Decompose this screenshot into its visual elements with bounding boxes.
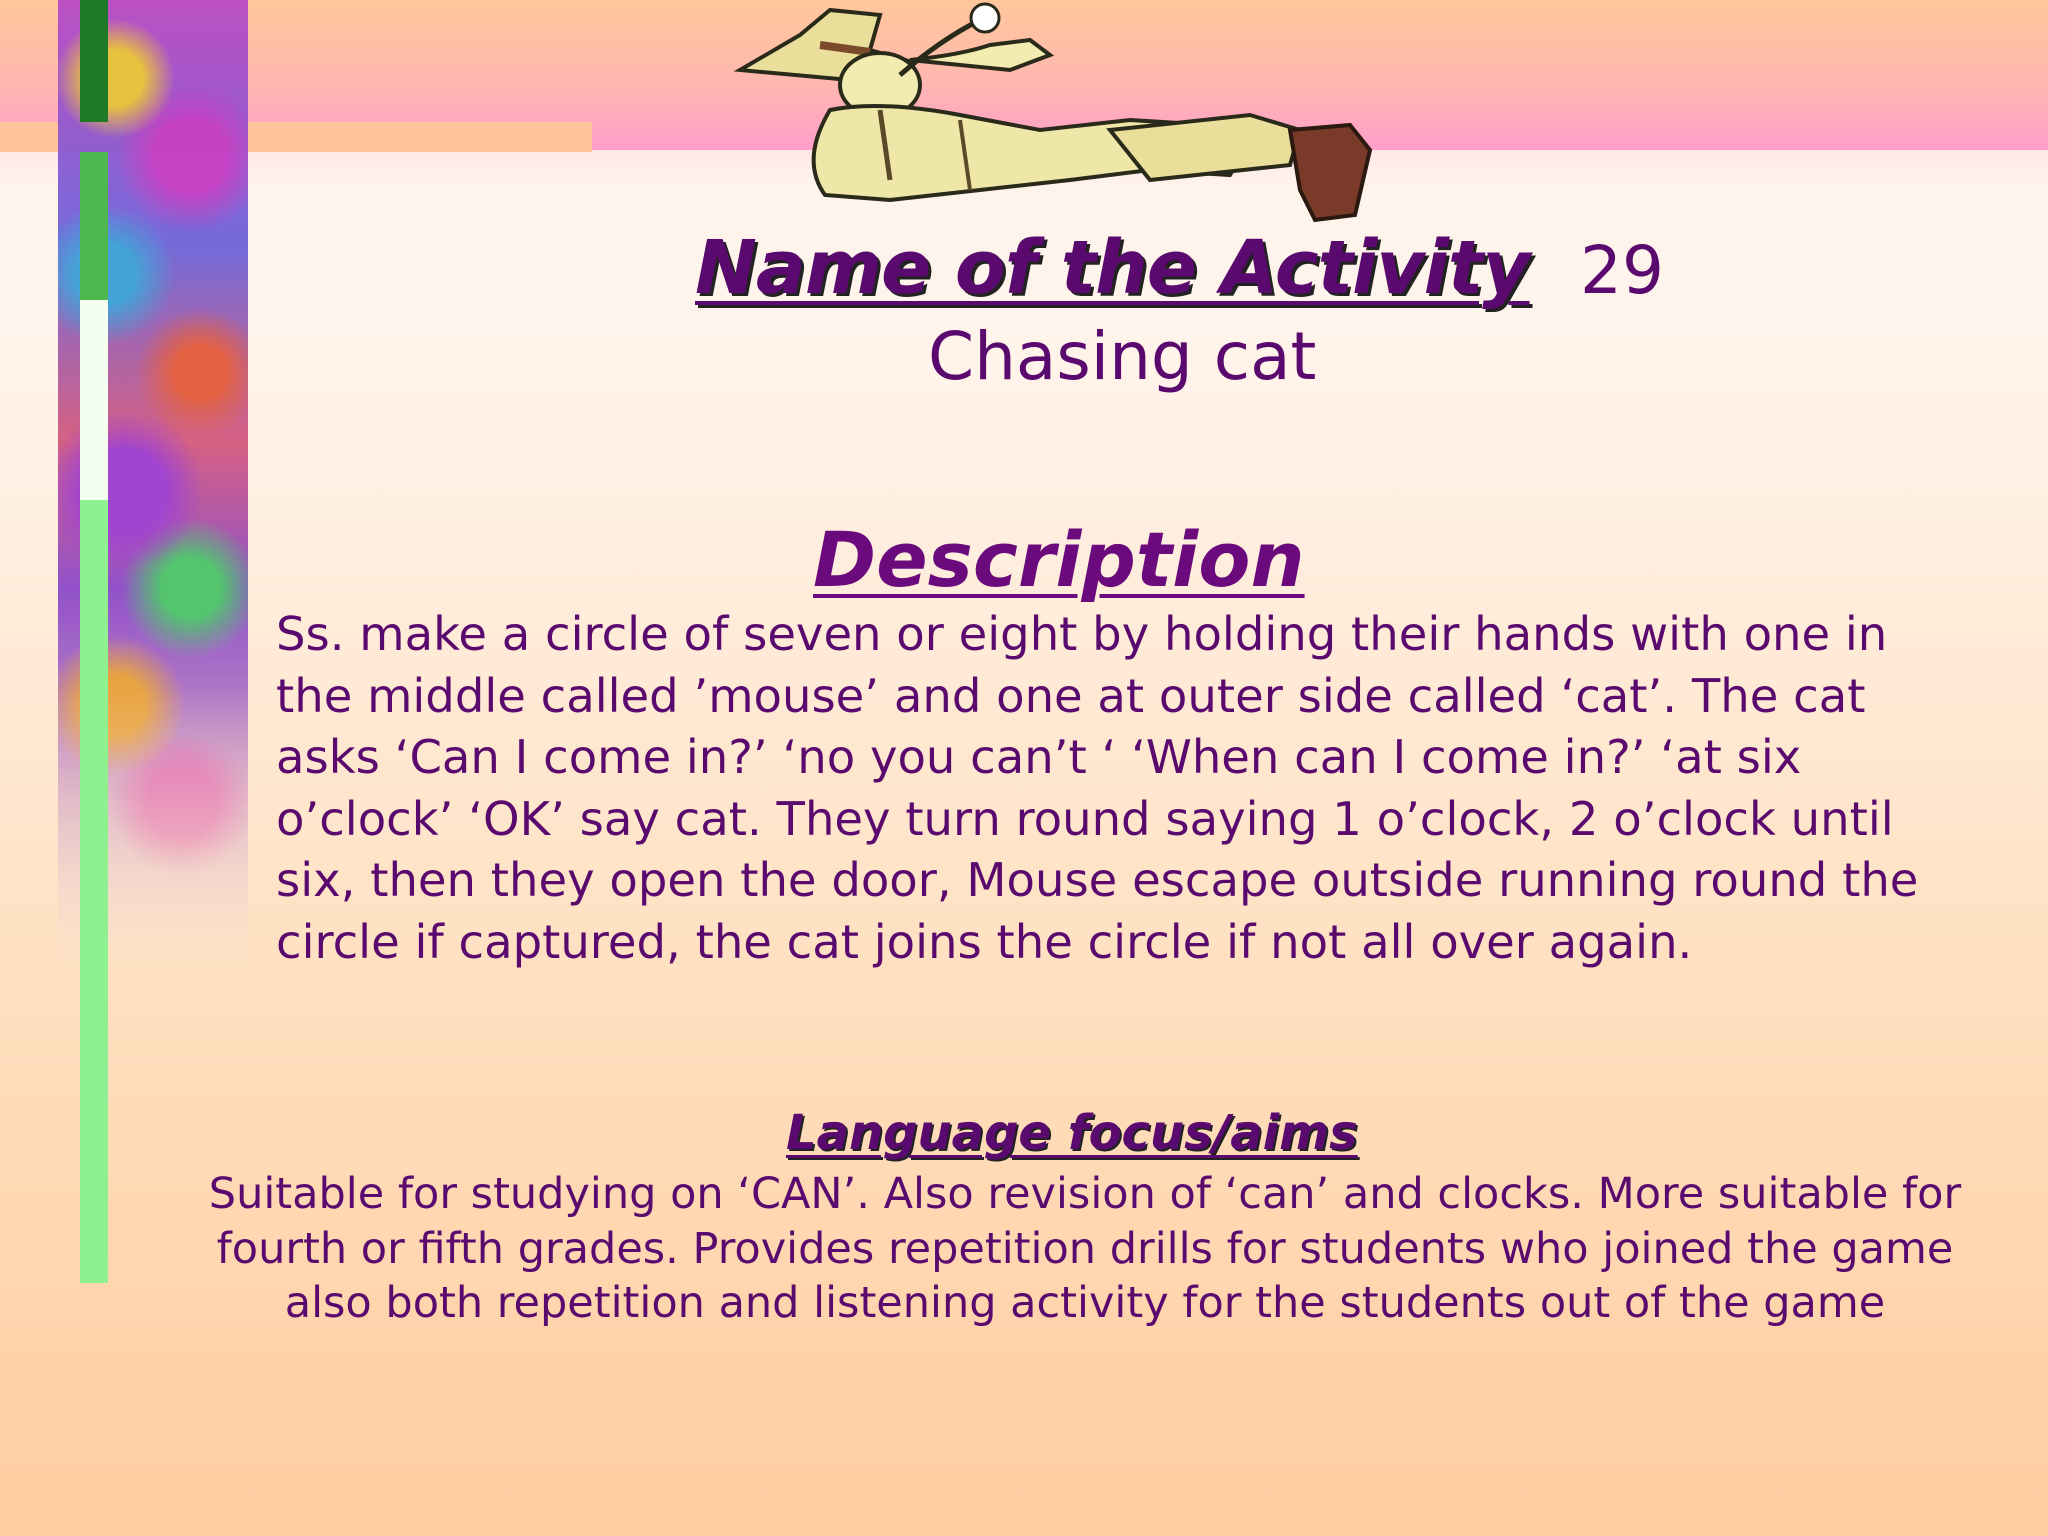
activity-name: Chasing cat <box>928 318 1317 395</box>
description-line: six, then they open the door, Mouse escape outside running round the <box>276 853 1919 907</box>
description-line: circle if captured, the cat joins the circle if not all over again. <box>276 914 1693 969</box>
green-stripe-bottom <box>80 500 108 1283</box>
green-stripe-middle <box>80 152 108 300</box>
white-stripe <box>80 300 108 500</box>
description-line: o’clock’ ‘OK’ say cat. They turn round saying 1 o’clock, 2 o’clock until <box>276 791 1894 846</box>
activity-number: 29 <box>1580 232 1664 309</box>
language-line: fourth or fifth grades. Provides repetition drills for students who joined the game <box>216 1223 1954 1274</box>
description-line: Ss. make a circle of seven or eight by holding their hands with one in <box>276 607 1888 661</box>
description-line: the middle called ’mouse’ and one at outer side called ‘cat’. The cat <box>276 668 1866 723</box>
language-focus-heading: Language focus/aims <box>786 1105 1358 1161</box>
language-focus-text <box>200 1167 1970 1331</box>
description-line: asks ‘Can I come in?’ ‘no you can’t ‘ ‘When can I come in?’ ‘at six <box>276 730 1802 784</box>
description-heading: Description <box>813 515 1305 604</box>
description-text <box>276 604 2016 973</box>
language-line: Suitable for studying on ‘CAN’. Also revision of ‘can’ and clocks. More suitable for <box>208 1169 1962 1219</box>
reclining-man-illustration <box>730 0 1420 230</box>
green-stripe-top <box>80 0 108 122</box>
language-line: also both repetition and listening activity for the students out of the game <box>284 1278 1886 1328</box>
activity-heading: Name of the Activity <box>695 225 1530 311</box>
